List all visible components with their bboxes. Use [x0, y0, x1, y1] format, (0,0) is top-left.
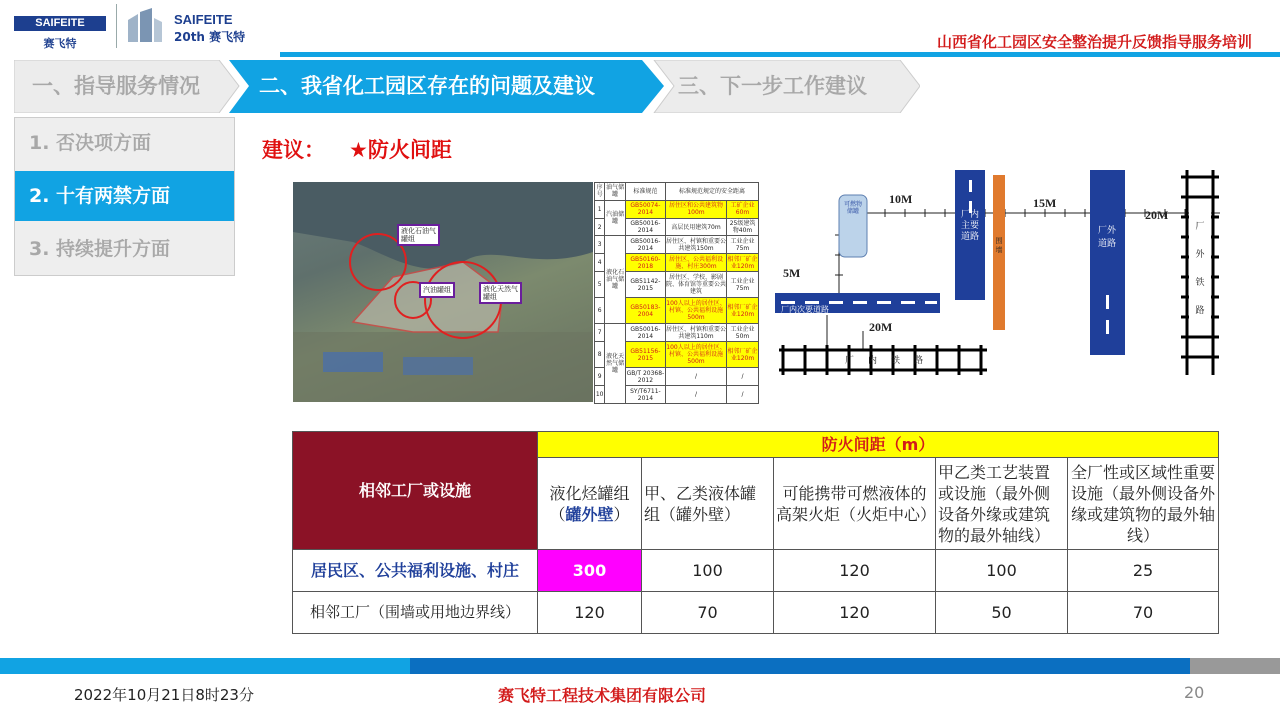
- minitable-cell: 6: [595, 298, 605, 324]
- fire-spacing-table: [292, 431, 1218, 634]
- table-cell: 100: [642, 550, 774, 592]
- minitable-cell: 5: [595, 272, 605, 298]
- column-header-highlight: 罐外壁: [565, 504, 614, 524]
- minitable-cell: 10: [595, 386, 605, 404]
- table-cell: 70: [642, 592, 774, 634]
- table-row: [293, 432, 1219, 458]
- table-row: [595, 200, 759, 218]
- distance-20m-bottom: 20M: [869, 320, 893, 334]
- diagram-graphics: [775, 165, 1227, 380]
- map-label-lng: 液化天然气 罐组: [479, 282, 522, 304]
- minitable-cell: 居住区和公共建筑物100m: [665, 200, 726, 218]
- minitable-cell: GB50183-2004: [625, 298, 665, 324]
- footer-bar: [410, 658, 1190, 674]
- minitable-cell: GB50016-2014: [625, 218, 665, 236]
- table-row: [595, 236, 759, 254]
- minitable-cell: /: [665, 368, 726, 386]
- logo-primary-cn: 赛飞特: [43, 37, 77, 50]
- anniversary-logo: [122, 4, 262, 50]
- logo-secondary-sub: 20th 赛飞特: [174, 30, 246, 44]
- outer-rail-label: 厂外铁路: [1195, 222, 1205, 316]
- footer-date: 2022年10月21日8时23分: [74, 686, 254, 704]
- minitable-cell: GB/T 20368-2012: [626, 369, 665, 384]
- minitable-cell: 高层民用建筑70m: [665, 218, 726, 236]
- header-title: 山西省化工园区安全整治提升反馈指导服务培训: [936, 33, 1252, 51]
- minitable-cell: 2: [595, 218, 605, 236]
- outer-road-label: 厂外道路: [1097, 226, 1116, 249]
- heading-fire-spacing: ★防火间距: [349, 138, 452, 162]
- column-header-lpg: [538, 458, 642, 550]
- minitable-cell: 工业企业50m: [727, 324, 759, 342]
- table-row: [595, 324, 759, 342]
- minitable-cell: GB50074-2014: [625, 200, 665, 218]
- page-number: 20: [1184, 683, 1205, 702]
- table-cell: 100: [936, 550, 1068, 592]
- minitable-header: 序号: [595, 183, 605, 201]
- footer-company: 赛飞特工程技术集团有限公司: [498, 686, 707, 705]
- minitable-cell: 居住区、学校、影剧院、体育馆等重要公共建筑: [665, 272, 726, 298]
- table-cell: 70: [1068, 592, 1219, 634]
- minitable-cell: 工矿企业60m: [727, 200, 759, 218]
- row-label-adjacent-plant: 相邻工厂（围墙或用地边界线）: [293, 592, 538, 634]
- table-row: [293, 550, 1219, 592]
- minitable-cell: 相邻厂矿企业120m: [727, 342, 759, 368]
- logo-secondary-text: SAIFEITE: [174, 12, 233, 27]
- minitable-header: 标准规范: [625, 183, 665, 201]
- minitable-cell: 液化石油气储罐: [605, 236, 626, 324]
- wall-label: 围墙: [995, 237, 1003, 254]
- logo-primary-text: SAIFEITE: [14, 16, 106, 31]
- table-cell: 120: [774, 592, 936, 634]
- section-nav: [14, 60, 920, 113]
- minitable-header: 油气储罐: [606, 184, 625, 199]
- distance-10m: 10M: [889, 192, 913, 206]
- side-item-ten-two[interactable]: 2. 十有两禁方面: [15, 171, 234, 221]
- minitable-cell: 居住区、公共福利设施、村庄300m: [665, 254, 726, 272]
- footer-bar: [1190, 658, 1280, 674]
- flare-tank-label: 可燃物储罐: [843, 201, 862, 215]
- logo-divider: [116, 4, 117, 48]
- table-cell: 120: [774, 550, 936, 592]
- side-menu: [14, 117, 235, 276]
- table-row: [595, 183, 759, 201]
- column-header-suffix: ）: [613, 504, 630, 524]
- table-cell: 120: [538, 592, 642, 634]
- column-header-text: 液化烃罐组（: [549, 483, 630, 524]
- minitable-cell: GB50016-2014: [625, 324, 665, 342]
- minitable-cell: 4: [595, 254, 605, 272]
- building-mark-icon: [124, 6, 164, 46]
- tab-guidance-overview[interactable]: 一、指导服务情况: [32, 74, 200, 98]
- minitable-cell: 25级建筑物40m: [727, 218, 759, 236]
- minitable-cell: 3: [595, 236, 605, 254]
- minitable-header: 标准规范规定的安全距离: [665, 183, 758, 201]
- minitable-cell: 居住区、村镇和重要公共建筑150m: [665, 237, 726, 252]
- minitable-cell: 工业企业75m: [727, 236, 759, 254]
- inner-secondary-road-label: 厂内次要道路: [781, 305, 829, 314]
- suggestion-heading: [262, 134, 452, 164]
- map-label-lpg: 液化石油气 罐组: [397, 224, 440, 246]
- distance-5m: 5M: [783, 266, 801, 280]
- minitable-cell: GB50160-2018: [625, 254, 665, 272]
- header-divider: [280, 52, 1280, 57]
- distance-20m-right: 20M: [1145, 208, 1169, 222]
- saifeite-logo: [14, 8, 106, 48]
- minitable-cell: 相邻厂矿企业120m: [727, 298, 759, 324]
- column-header-key-facility: 全厂性或区域性重要设施（最外侧设备外缘或建筑物的最外轴线）: [1068, 458, 1219, 550]
- side-item-veto[interactable]: 1. 否决项方面: [29, 132, 152, 154]
- row-label-residential: 居民区、公共福利设施、村庄: [293, 550, 538, 592]
- group-header-cell: 防火间距（m）: [538, 432, 1219, 458]
- row-header-cell: 相邻工厂或设施: [293, 432, 538, 550]
- minitable-cell: 9: [595, 368, 605, 386]
- minitable-cell: 汽油储罐: [605, 200, 626, 236]
- minitable-cell: /: [727, 386, 759, 404]
- minitable-cell: GB51142-2015: [625, 272, 665, 298]
- minitable-cell: 居住区、村镇和重要公共建筑110m: [665, 325, 726, 340]
- minitable-cell: 相邻厂矿企业120m: [727, 255, 758, 270]
- inner-main-road-label: 厂内主要道路: [961, 210, 980, 242]
- minitable-cell: /: [727, 368, 759, 386]
- minitable-cell: 100人以上的居住区、村镇、公共福利设施500m: [665, 298, 726, 324]
- minitable-cell: 工业企业75m: [727, 272, 759, 298]
- tab-problems-suggestions[interactable]: 二、我省化工园区存在的问题及建议: [259, 74, 595, 98]
- minitable-cell: 100人以上的居住区、村镇、公共福利设施500m: [665, 342, 726, 368]
- minitable-cell: /: [665, 386, 726, 404]
- tab-next-steps[interactable]: 三、下一步工作建议: [678, 74, 867, 98]
- inner-rail-label: 厂内铁路: [845, 356, 938, 366]
- fire-distance-diagram: [775, 165, 1227, 380]
- distance-15m: 15M: [1033, 196, 1057, 210]
- table-cell: 50: [936, 592, 1068, 634]
- minitable-cell: 1: [595, 200, 605, 218]
- standards-table: [594, 182, 759, 404]
- column-header-liquid-tank: 甲、乙类液体罐组（罐外壁）: [642, 458, 774, 550]
- table-cell: 25: [1068, 550, 1219, 592]
- footer-bar: [0, 658, 410, 674]
- satellite-map-image: [293, 182, 593, 402]
- table-row: [293, 592, 1219, 634]
- minitable-cell: GB50016-2014: [625, 236, 665, 254]
- table-cell: 300: [538, 550, 642, 592]
- minitable-cell: 液化天然气储罐: [605, 324, 626, 404]
- minitable-cell: 8: [595, 342, 605, 368]
- side-item-continuous[interactable]: 3. 持续提升方面: [29, 238, 171, 260]
- column-header-process-unit: 甲乙类工艺装置或设施（最外侧设备外缘或建筑物的最外轴线）: [936, 458, 1068, 550]
- heading-label: 建议：: [262, 138, 325, 162]
- minitable-cell: 7: [595, 324, 605, 342]
- map-label-gasoline: 汽油罐组: [419, 282, 455, 298]
- minitable-cell: SY/T6711-2014: [625, 386, 665, 404]
- column-header-flare: 可能携带可燃液体的高架火炬（火炬中心）: [774, 458, 936, 550]
- minitable-cell: GB51156-2015: [625, 342, 665, 368]
